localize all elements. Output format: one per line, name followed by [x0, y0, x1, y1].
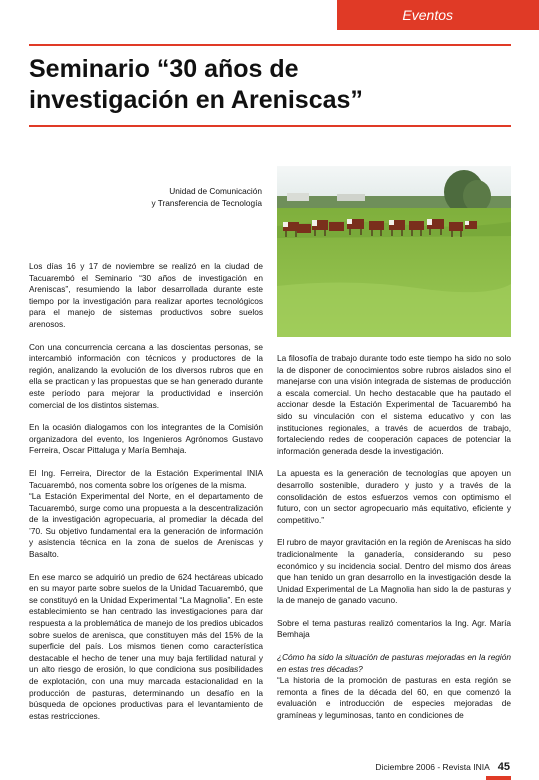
article-column-right — [277, 353, 511, 733]
cattle-photo — [277, 166, 511, 337]
paragraph: La apuesta es la generación de tecnologías que apoyen un desarrollo sostenible, duradero y justo y a través de la consolidación de estos esfuerzos vemos con optimismo el futuro, con un sector agropecuario más equitativo, eficiente y competitivo.” — [277, 468, 511, 525]
interview-answer: “La historia de la promoción de pasturas en esta región se remonta a fines de la década del 60, en que comenzó la evaluación e introducción de especies mejoradas de gramíneas y leguminosas, tanto en condiciones de — [277, 675, 511, 721]
paragraph: El rubro de mayor gravitación en la región de Areniscas ha sido tradicionalmente la ganadería, considerando su peso económico y su incidencia social. Dentro del mismo dos áreas que han tenido un gran desarrollo en la investigación desde la Unidad Experimental de La Magnolia han sido la de pasturas y la de manejo de ganado vacuno. — [277, 537, 511, 606]
paragraph: El Ing. Ferreira, Director de la Estación Experimental INIA Tacuarembó, nos comenta sobre los orígenes de la misma. — [29, 467, 263, 490]
title-line-1: Seminario “30 años de — [29, 55, 299, 83]
paragraph: Sobre el tema pasturas realizó comentarios la Ing. Agr. María Bemhaja — [277, 617, 511, 640]
section-label: Eventos — [402, 7, 453, 23]
article-title — [29, 54, 511, 116]
page-number: 45 — [497, 761, 510, 773]
section-tab — [337, 0, 539, 30]
title-rule-bottom — [29, 125, 511, 127]
paragraph: Los días 16 y 17 de noviembre se realizó en la ciudad de Tacuarembó el Seminario “30 años de investigación en Areniscas”, resumiendo la labor desarrollada durante este tiempo por la investigación para realizar aportes tecnológicos para el manejo de sistemas productivos sobre suelos arenosos. — [29, 261, 263, 329]
paragraph: Con una concurrencia cercana a las doscientas personas, se intercambió información con técnicos y productores de la región, analizando la evolución de los diversos rubros que en ella se practican y las propuestas que se han generado durante este período para mejorar la productividad e inserción comercial de los distintos sistemas. — [29, 341, 263, 410]
title-rule-top — [29, 44, 511, 46]
page-footer — [320, 757, 510, 777]
issue-label: Diciembre 2006 - Revista INIA — [375, 762, 490, 772]
article-column-left — [29, 261, 263, 733]
byline-line-2: y Transferencia de Tecnología — [151, 198, 262, 208]
byline-line-1: Unidad de Comunicación — [169, 186, 262, 196]
paragraph: “La Estación Experimental del Norte, en el departamento de Tacuarembó, surge como una propuesta a la descentralización de la investigación agropecuaria, al promediar la década del ’70. Su objetivo fundamental era la generación de información y asistencia técnica en la zona de suelos de Areniscas y Basalto. — [29, 491, 263, 560]
title-line-2: investigación en Areniscas” — [29, 86, 363, 114]
paragraph: La filosofía de trabajo durante todo este tiempo ha sido no solo la de disponer de conocimientos sobre rubros aislados sino el manejarse con una visión integrada de sistemas de producción a escala comercial. Un hecho destacable que ha pautado el accionar desde la Estación Experimental de Tacuarembó ha sido su vinculación con el sistema educativo y con las instituciones regionales, a través de acuerdos de trabajo, fortaleciendo redes de cooperación capaces de potenciar la información generada desde la investigación. — [277, 353, 511, 456]
paragraph: En ese marco se adquirió un predio de 624 hectáreas ubicado en su mayor parte sobre suelos de la Unidad Tacuarembó, que se constituyó en la Unidad Experimental “La Magnolia”. En este establecimiento se han centrado las investigaciones para dar respuesta a la problemática de manejo de los predios ubicados sobre suelos de arenisca, que constituyen más del 15% de la superficie del país. Los mismos tienen como característica destacable el hecho de tener una muy baja fertilidad natural y un alto riesgo de erosión, lo que condiciona sus posibilidades de explotación, con una muy marcada estacionalidad en la producción de pasturas, determinando un desafío en la búsqueda de opciones productivas para el levantamiento de estas restricciones. — [29, 571, 263, 721]
interview-question: ¿Cómo ha sido la situación de pasturas mejoradas en la región en estas tres décadas? — [277, 652, 511, 674]
cattle-pasture-image — [277, 166, 511, 337]
footer-accent-bar — [486, 776, 511, 780]
paragraph: En la ocasión dialogamos con los integrantes de la Comisión organizadora del evento, los Ingenieros Agrónomos Gustavo Ferreira, Oscar Pittaluga y María Bemhaja. — [29, 422, 263, 456]
byline — [29, 185, 262, 209]
